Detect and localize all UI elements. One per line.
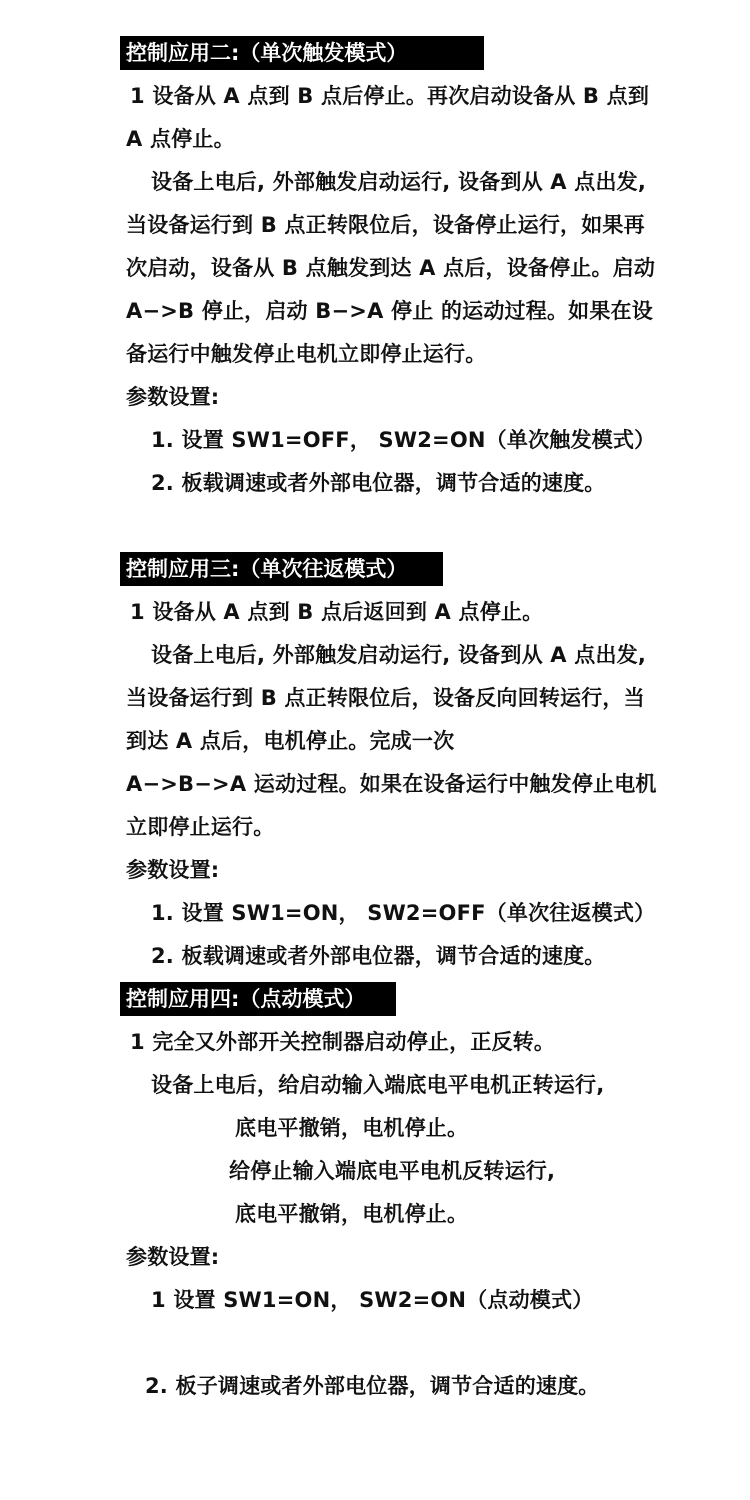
body-line: 设备上电后, 外部触发启动运行, 设备到从 A 点出发, — [151, 643, 647, 667]
section-heading-2: 控制应用二:（单次触发模式） — [120, 36, 484, 70]
params-label: 参数设置: — [126, 858, 220, 882]
body-line: 次启动，设备从 B 点触发到达 A 点后，设备停止。启动 — [126, 256, 656, 280]
param-line: 2. 板载调速或者外部电位器，调节合适的速度。 — [151, 471, 606, 495]
body-line: 1 完全又外部开关控制器启动停止，正反转。 — [130, 1030, 556, 1054]
params-label: 参数设置: — [126, 385, 220, 409]
body-line: 底电平撤销，电机停止。 — [235, 1202, 469, 1226]
param-line: 2. 板子调速或者外部电位器，调节合适的速度。 — [145, 1374, 600, 1398]
body-line: A−>B 停止，启动 B−>A 停止 的运动过程。如果在设 — [126, 299, 653, 323]
section-heading-3: 控制应用三:（单次往返模式） — [120, 552, 443, 586]
param-line: 2. 板载调速或者外部电位器，调节合适的速度。 — [151, 944, 606, 968]
body-line: 立即停止运行。 — [126, 815, 275, 839]
body-line: 设备上电后，给启动输入端底电平电机正转运行, — [151, 1073, 605, 1097]
body-line: 备运行中触发停止电机立即停止运行。 — [126, 342, 487, 366]
body-line: A 点停止。 — [126, 127, 235, 151]
body-line: 当设备运行到 B 点正转限位后，设备反向回转运行，当 — [126, 686, 645, 710]
param-line: 1 设置 SW1=ON， SW2=ON（点动模式） — [151, 1288, 594, 1312]
body-line: 到达 A 点后，电机停止。完成一次 — [126, 729, 455, 753]
body-line: A−>B−>A 运动过程。如果在设备运行中触发停止电机 — [126, 772, 657, 796]
param-line: 1. 设置 SW1=OFF， SW2=ON（单次触发模式） — [151, 428, 656, 452]
body-line: 当设备运行到 B 点正转限位后，设备停止运行，如果再 — [126, 213, 645, 237]
body-line: 给停止输入端底电平电机反转运行, — [229, 1159, 556, 1183]
body-line: 设备上电后, 外部触发启动运行, 设备到从 A 点出发, — [151, 170, 647, 194]
body-line: 1 设备从 A 点到 B 点后停止。再次启动设备从 B 点到 — [130, 84, 650, 108]
body-line: 1 设备从 A 点到 B 点后返回到 A 点停止。 — [130, 600, 544, 624]
params-label: 参数设置: — [126, 1245, 220, 1269]
param-line: 1. 设置 SW1=ON， SW2=OFF（单次往返模式） — [151, 901, 656, 925]
section-heading-4: 控制应用四:（点动模式） — [120, 982, 396, 1016]
body-line: 底电平撤销，电机停止。 — [235, 1116, 469, 1140]
